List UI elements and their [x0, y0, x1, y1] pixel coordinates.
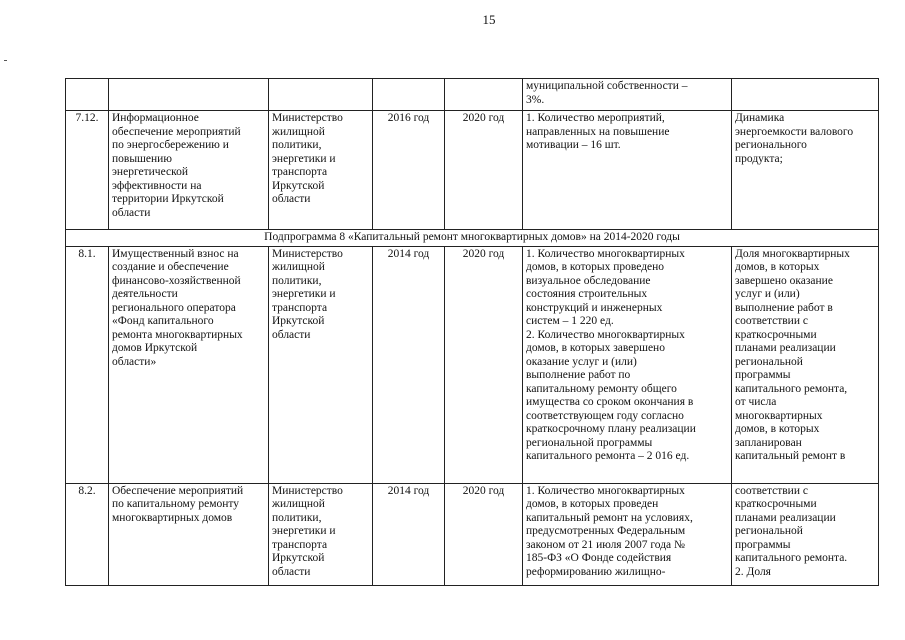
- cell-indicators: муниципальной собственности – 3%.: [523, 79, 732, 111]
- cell-measure-name: Имущественный взнос на создание и обеспечение финансово-хозяйственной деятельности регионального оператора «Фонд капитального ремонта многоквартирных домов Иркутской области»: [109, 246, 269, 483]
- cell-end-year: 2020 год: [445, 246, 523, 483]
- cell-target-indicator: соответствии с краткосрочными планами реализации региональной программы капитального ремонта. 2. Доля: [732, 483, 879, 585]
- cell-end-year: [445, 79, 523, 111]
- cell-executor: Министерство жилищной политики, энергетики и транспорта Иркутской области: [269, 246, 373, 483]
- cell-indicators: 1. Количество многоквартирных домов, в которых проведено визуальное обследование состояния строительных конструкций и инженерных систем – 1 220 ед. 2. Количество многоквартирных домов, в которых завершено оказание услуг и (или) выполнение работ по капитальному ремонту общего имущества со сроком окончания в соответствующем году согласно краткосрочному плану реализации региональной программы капитального ремонта – 2 016 ед.: [523, 246, 732, 483]
- cell-target-indicator: Доля многоквартирных домов, в которых завершено оказание услуг и (или) выполнение работ в соответствии с краткосрочными планами реализации региональной программы капитального ремонта, от числа многоквартирных домов, в которых запланирован капитальный ремонт в: [732, 246, 879, 483]
- cell-end-year: 2020 год: [445, 483, 523, 585]
- table-row: [66, 483, 879, 585]
- table-row: [66, 111, 879, 230]
- table-row: [66, 246, 879, 483]
- cell-indicators: 1. Количество многоквартирных домов, в которых проведен капитальный ремонт на условиях, предусмотренных Федеральным законом от 21 июля 2007 года № 185-ФЗ «О Фонде содействия реформированию жилищно-: [523, 483, 732, 585]
- cell-num: 8.2.: [66, 483, 109, 585]
- cell-num: 7.12.: [66, 111, 109, 230]
- page-number: 15: [482, 12, 496, 27]
- cell-indicators: 1. Количество мероприятий, направленных на повышение мотивации – 16 шт.: [523, 111, 732, 230]
- cell-start-year: 2016 год: [373, 111, 445, 230]
- cell-executor: [269, 79, 373, 111]
- cell-num: [66, 79, 109, 111]
- cell-executor: Министерство жилищной политики, энергетики и транспорта Иркутской области: [269, 483, 373, 585]
- cell-executor: Министерство жилищной политики, энергетики и транспорта Иркутской области: [269, 111, 373, 230]
- cell-num: 8.1.: [66, 246, 109, 483]
- measures-table: [65, 78, 879, 586]
- cell-start-year: 2014 год: [373, 246, 445, 483]
- cell-measure-name: Информационное обеспечение мероприятий по энергосбережению и повышению энергетической эффективности на территории Иркутской области: [109, 111, 269, 230]
- subprogram-title: Подпрограмма 8 «Капитальный ремонт многоквартирных домов» на 2014-2020 годы: [66, 230, 879, 247]
- cell-target-indicator: [732, 79, 879, 111]
- cell-measure-name: Обеспечение мероприятий по капитальному ремонту многоквартирных домов: [109, 483, 269, 585]
- table-row: [66, 79, 879, 111]
- subprogram-row: [66, 230, 879, 247]
- margin-mark: [4, 60, 7, 61]
- cell-start-year: [373, 79, 445, 111]
- cell-end-year: 2020 год: [445, 111, 523, 230]
- cell-start-year: 2014 год: [373, 483, 445, 585]
- cell-target-indicator: Динамика энергоемкости валового регионального продукта;: [732, 111, 879, 230]
- cell-measure-name: [109, 79, 269, 111]
